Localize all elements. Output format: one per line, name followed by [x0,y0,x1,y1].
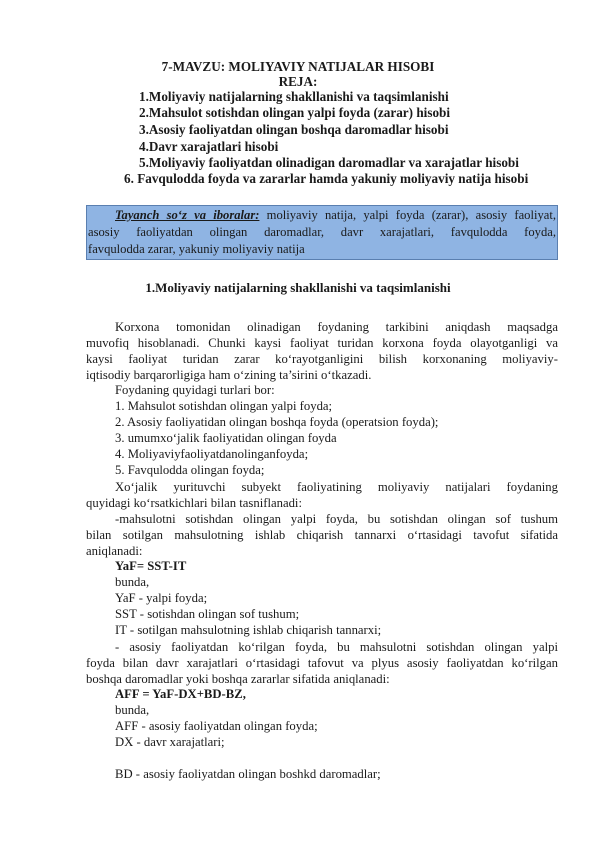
keywords-line: Tayanch so‘z va iboralar: moliyaviy natija, yalpi foyda (zarar), asosiy faoliyat, [115,208,556,222]
list-item: 3. umumxo‘jalik faoliyatidan olingan foyda [115,431,337,445]
keywords-line: favqulodda zarar, yakuniy moliyaviy natija [88,242,305,256]
list-item: 2. Asosiy faoliyatidan olingan boshqa foyda (operatsion foyda); [115,415,439,429]
paragraph: -mahsulotni sotishdan olingan yalpi foyda, bu sotishdan olingan sof tushum bilan sotilgan mahsulotning ishlab chiqarish tannarxi o‘rtasidagi tavofut sifatida aniqlanadi: [86,512,558,558]
plan-item: 3.Asosiy faoliyatdan olingan boshqa daromadlar hisobi [139,122,449,137]
legend-line: bunda, [115,575,150,589]
list-item: 1. Mahsulot sotishdan olingan yalpi foyda; [115,399,333,413]
plan-item: 1.Moliyaviy natijalarning shakllanishi va taqsimlanishi [139,89,449,104]
legend-line: AFF - asosiy faoliyatdan olingan foyda; [115,719,318,733]
legend-line: BD - asosiy faoliyatdan olingan boshkd daromadlar; [115,767,381,781]
formula: YaF= SST-IT [115,559,187,573]
keywords-label: Tayanch so‘z va iboralar: [115,208,260,222]
formula: AFF = YaF-DX+BD-BZ, [115,687,246,701]
keywords-line: asosiy faoliyatdan olingan daromadlar, davr xarajatlari, favqulodda foyda, [88,225,556,239]
keywords-box [86,205,558,260]
plan-item: 2.Mahsulot sotishdan olingan yalpi foyda (zarar) hisobi [139,105,451,120]
plan-heading: REJA: [278,74,318,89]
plan-item: 6. Favqulodda foyda va zararlar hamda yakuniy moliyaviy natija hisobi [124,171,529,186]
legend-line: IT - sotilgan mahsulotning ishlab chiqarish tannarxi; [115,623,382,637]
plan-item: 4.Davr xarajatlari hisobi [139,139,279,154]
list-item: 4. Moliyaviyfaoliyatdanolinganfoyda; [115,447,309,461]
page-title: 7-MAVZU: MOLIYAVIY NATIJALAR HISOBI [161,59,435,74]
list-item: 5. Favqulodda olingan foyda; [115,463,265,477]
profit-intro: Foydaning quyidagi turlari bor: [115,383,275,397]
paragraph: Xo‘jalik yurituvchi subyekt faoliyatining moliyaviy natijalari foydaning quyidagi ko‘rsatkichlari bilan tasniflanadi: [86,480,558,510]
legend-line: YaF - yalpi foyda; [115,591,208,605]
section-title: 1.Moliyaviy natijalarning shakllanishi va taqsimlanishi [145,280,451,295]
legend-line: bunda, [115,703,150,717]
legend-line: SST - sotishdan olingan sof tushum; [115,607,300,621]
plan-item: 5.Moliyaviy faoliyatdan olinadigan daromadlar va xarajatlar hisobi [139,155,519,170]
legend-line: DX - davr xarajatlari; [115,735,225,749]
paragraph: - asosiy faoliyatdan ko‘rilgan foyda, bu mahsulotni sotishdan olingan yalpi foyda bilan davr xarajatlari o‘rtasidagi tafovut va plyus asosiy faoliyatdan ko‘rilgan boshqa daromadlar yoki boshqa zararlar sifatida aniqlanadi: [86,640,558,686]
paragraph: Korxona tomonidan olinadigan foydaning tarkibini aniqdash maqsadga muvofiq hisoblanadi. Chunki kaysi faoliyat turidan korxona foyda olayotganligi va kaysi faoliyat turidan zarar ko‘rayotganligini bilish korxonaning moliyaviy- iqtisodiy barqarorligiga ham o‘zining ta’sirini o‘tkazadi. [86,320,558,382]
